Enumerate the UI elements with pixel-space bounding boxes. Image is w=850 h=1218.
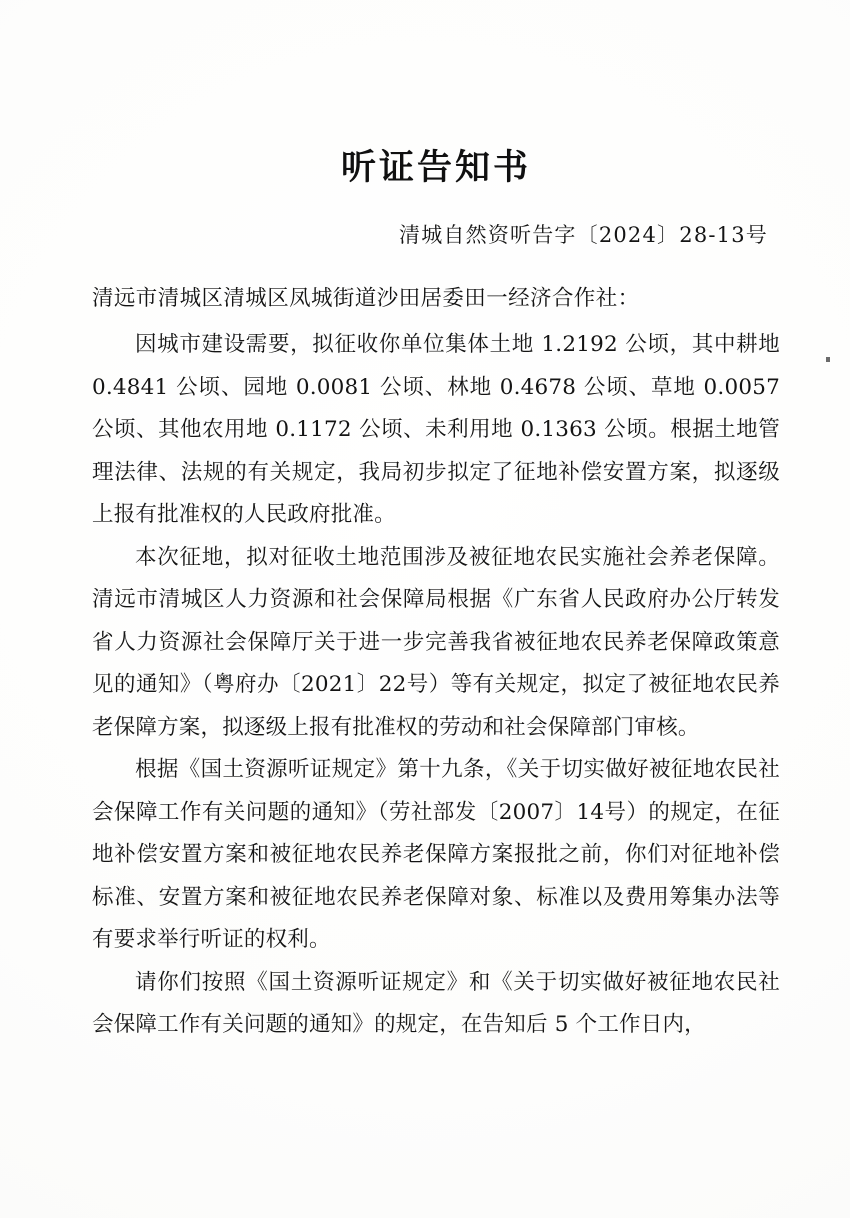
body-paragraph-2: 本次征地，拟对征收土地范围涉及被征地农民实施社会养老保障。清远市清城区人力资源和社会保障局根据《广东省人民政府办公厅转发省人力资源社会保障厅关于进一步完善我省被征地农民养老保障政策意见的通知》（粤府办〔2021〕22号）等有关规定，拟定了被征地农民养老保障方案，拟逐级上报有批准权的劳动和社会保障部门审核。 <box>92 544 780 740</box>
document-number-row <box>92 185 780 249</box>
body-paragraph-3: 根据《国土资源听证规定》第十九条，《关于切实做好被征地农民社会保障工作有关问题的通知》（劳社部发〔2007〕14号）的规定，在征地补偿安置方案和被征地农民养老保障方案报批之前，你们对征地补偿标准、安置方案和被征地农民养老保障对象、标准以及费用筹集办法等有要求举行听证的权利。 <box>92 757 780 952</box>
scan-speck-artifact <box>826 357 830 362</box>
document-body <box>92 312 780 1047</box>
recipient-line: 清远市清城区清城区凤城街道沙田居委田一经济合作社： <box>92 286 640 311</box>
page-title: 听证告知书 <box>340 147 531 188</box>
body-paragraph-1: 因城市建设需要，拟征收你单位集体土地 1.2192 公顷，其中耕地 0.4841 公顷、园地 0.0081 公顷、林地 0.4678 公顷、草地 0.0057 公顷、其他农用地 0.1172 公顷、未利用地 0.1363 公顷。根据土地管理法律、法规的有关规定，我局初步拟定了征地补偿安置方案，拟逐级上报有批准权的人民政府批准。 <box>92 332 780 527</box>
body-paragraph-4: 请你们按照《国土资源听证规定》和《关于切实做好被征地农民社会保障工作有关问题的通知》的规定，在告知后 5 个工作日内， <box>92 969 780 1037</box>
document-number: 清城自然资听告字〔2024〕28-13号 <box>399 223 768 247</box>
document-content <box>92 0 780 1047</box>
